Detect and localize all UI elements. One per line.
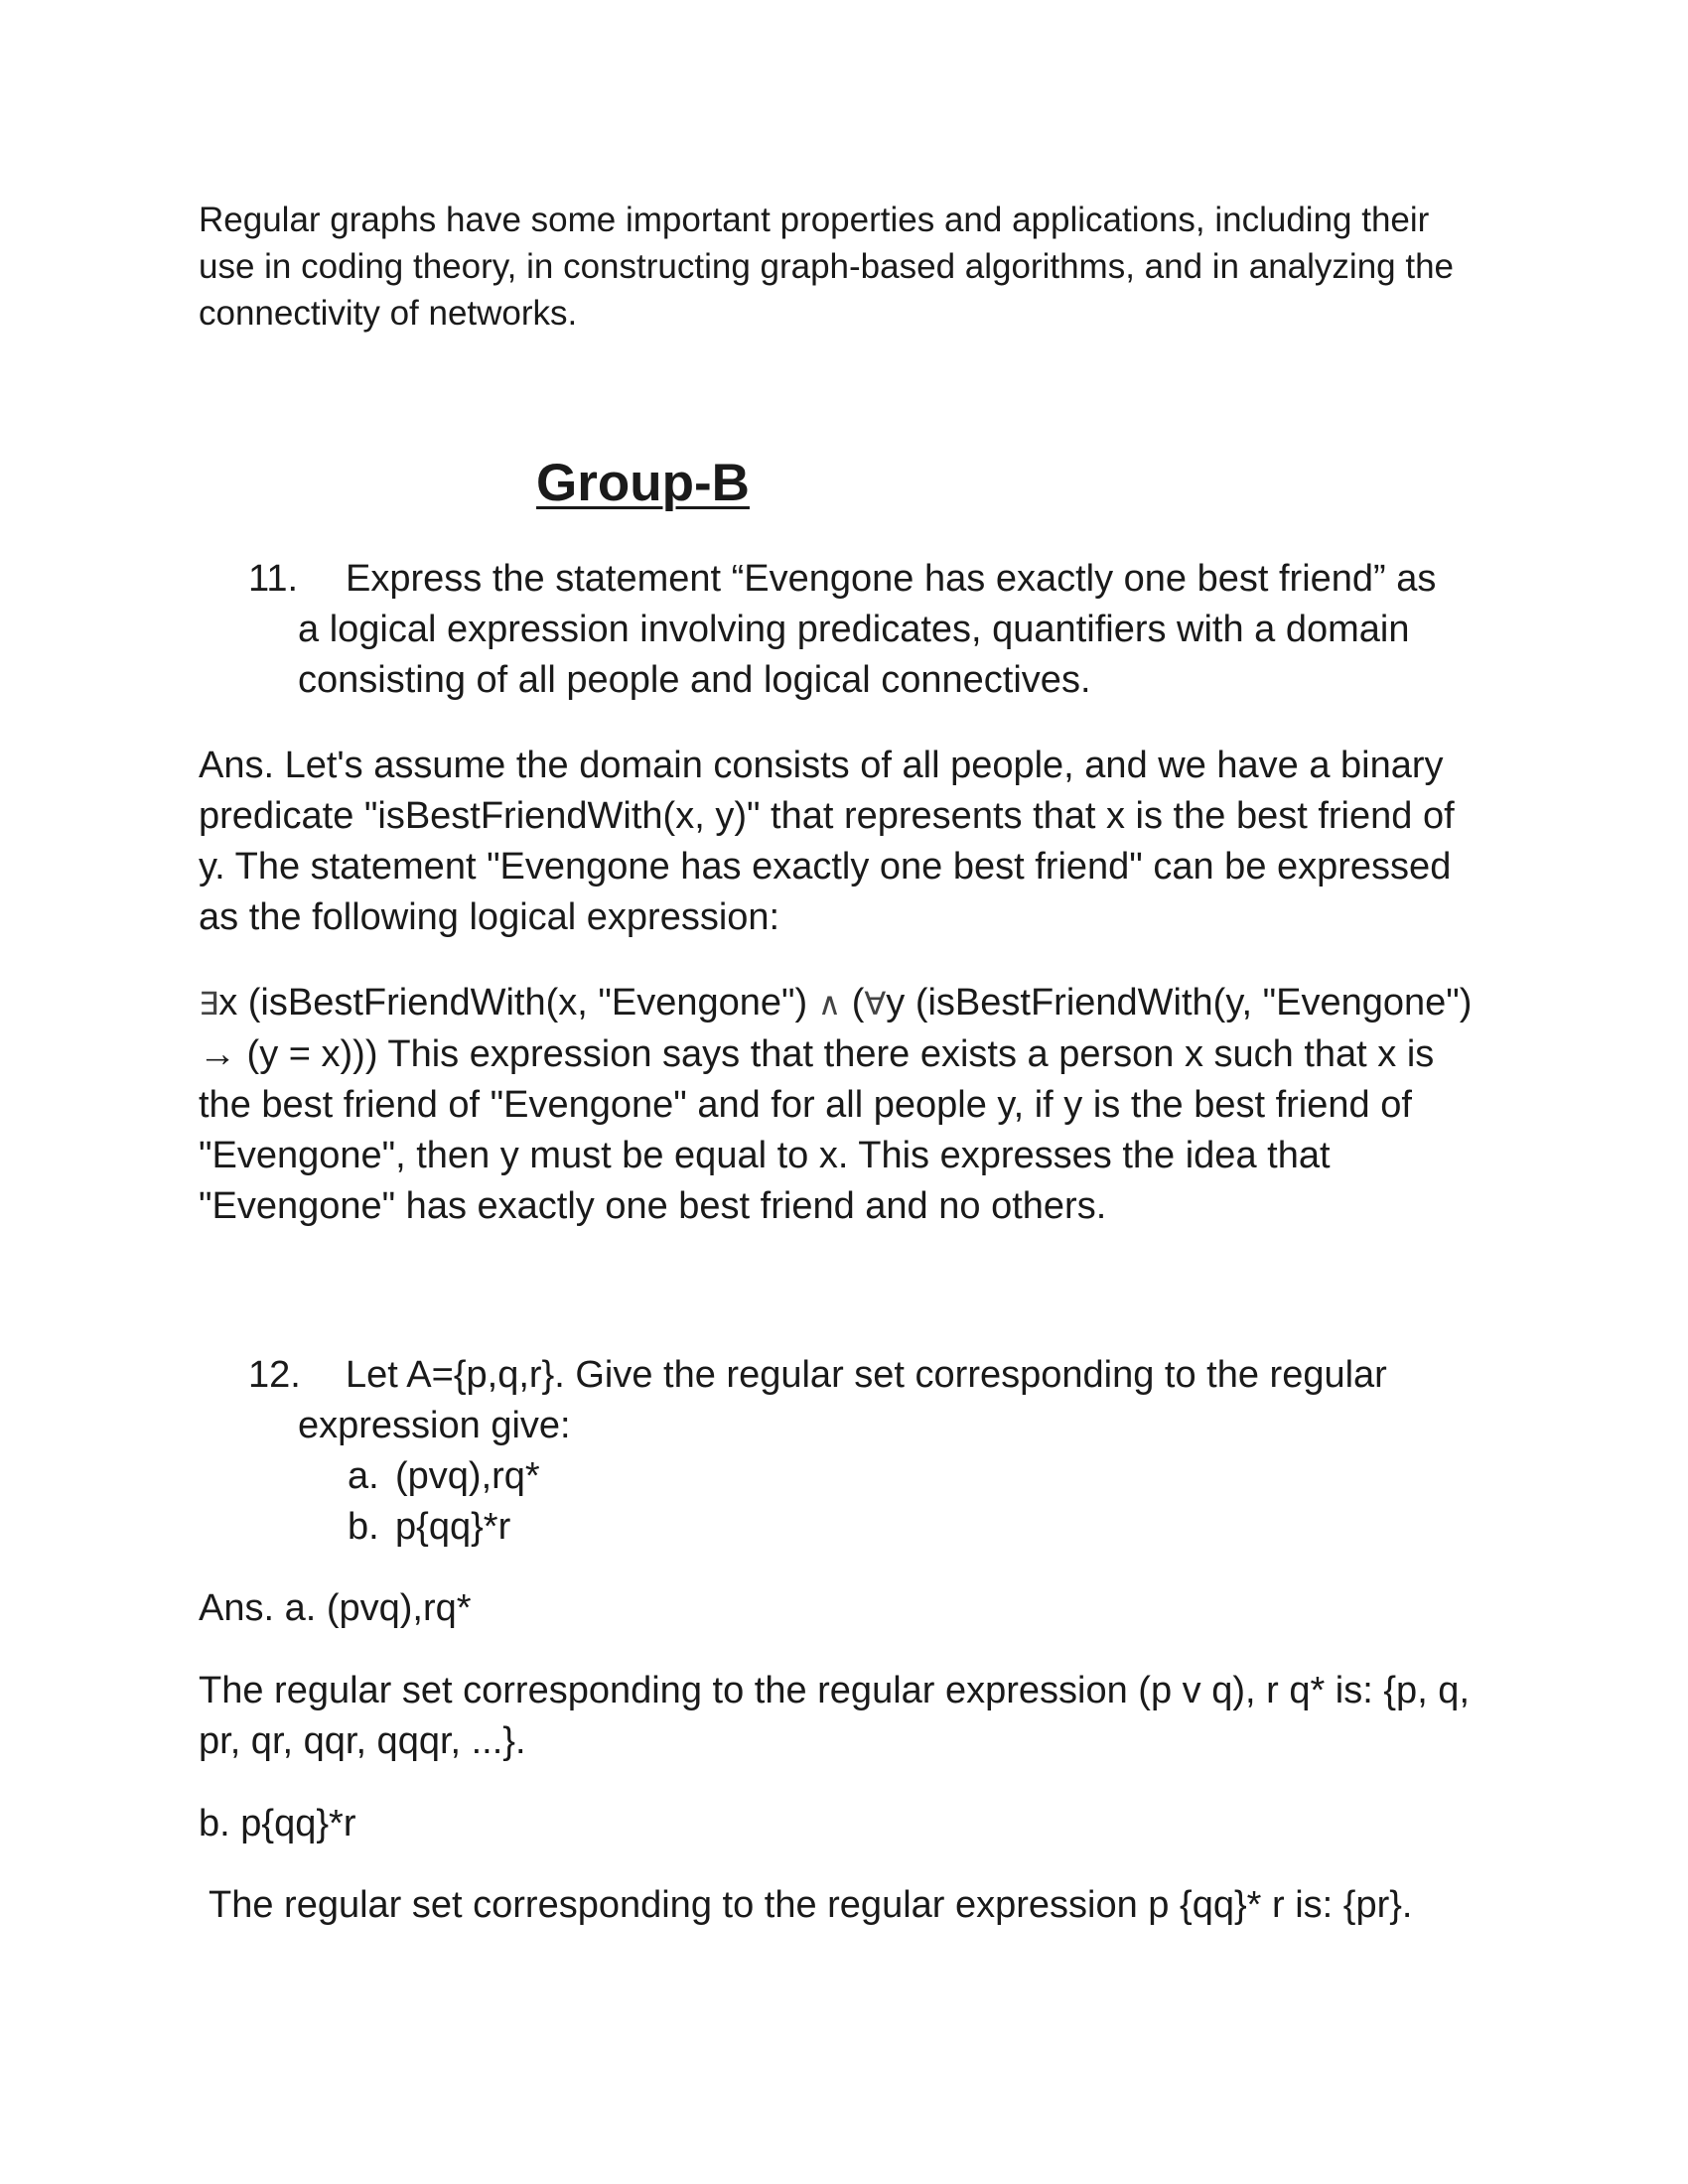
list-item-text: p{qq}*r [395,1506,511,1548]
exists-symbol: ∃ [199,985,219,1023]
answer-12b-heading: b. p{qq}*r [199,1803,356,1844]
answer-12b-paragraph: The regular set corresponding to the regular expression p {qq}* r is: {pr}. [209,1884,1413,1926]
question-11 [248,554,1489,706]
question-number: 12. [248,1354,301,1396]
question-text-line1: Let A={p,q,r}. Give the regular set corresponding to the regular [346,1354,1387,1396]
answer-12a-paragraph: The regular set corresponding to the regular expression (p v q), r q* is: {p, q, pr, qr, qqr, qqqr, ...}. [199,1670,1470,1762]
question-text-continued: expression give: [298,1405,571,1446]
expr-part1: x (isBestFriendWith(x, "Evengone") [218,982,818,1024]
expr-part3: y (isBestFriendWith(y, "Evengone") → (y = x))) This expression says that there exists a person x such that x is the best friend of "Evengone" and for all people y, if y is the best friend of "Evengone", then y must be equal to x. This expresses the idea that "Evengone" has exactly one best friend and no others. [199,982,1473,1227]
question-number: 11. [248,558,299,600]
list-item-b [348,1502,1043,1553]
expr-part2: ( [841,982,865,1024]
question-12 [248,1350,1489,1451]
forall-symbol: ∀ [864,985,887,1023]
answer-11-paragraph: Ans. Let's assume the domain consists of all people, and we have a binary predicate "isBestFriendWith(x, y)" that represents that x is the best friend of y. The statement "Evengone has exactly one best friend" can be expressed as the following logical expression: [199,745,1455,938]
intro-paragraph: Regular graphs have some important properties and applications, including their use in coding theory, in constructing graph-based algorithms, and in analyzing the connectivity of networks. [199,201,1454,333]
question-text-continued: a logical expression involving predicates, quantifiers with a domain consisting of all people and logical connectives. [298,609,1410,701]
answer-12a-heading: Ans. a. (pvq),rq* [199,1587,472,1629]
list-item-label: b. [348,1506,379,1548]
logical-expression-paragraph [199,978,1489,1232]
list-item-a [348,1451,1043,1502]
list-item-label: a. [348,1455,379,1497]
question-text-line1: Express the statement “Evengone has exactly one best friend” as [346,558,1437,600]
list-item-text: (pvq),rq* [395,1455,540,1497]
section-heading: Group-B [536,454,750,512]
and-symbol: ∧ [817,985,842,1023]
